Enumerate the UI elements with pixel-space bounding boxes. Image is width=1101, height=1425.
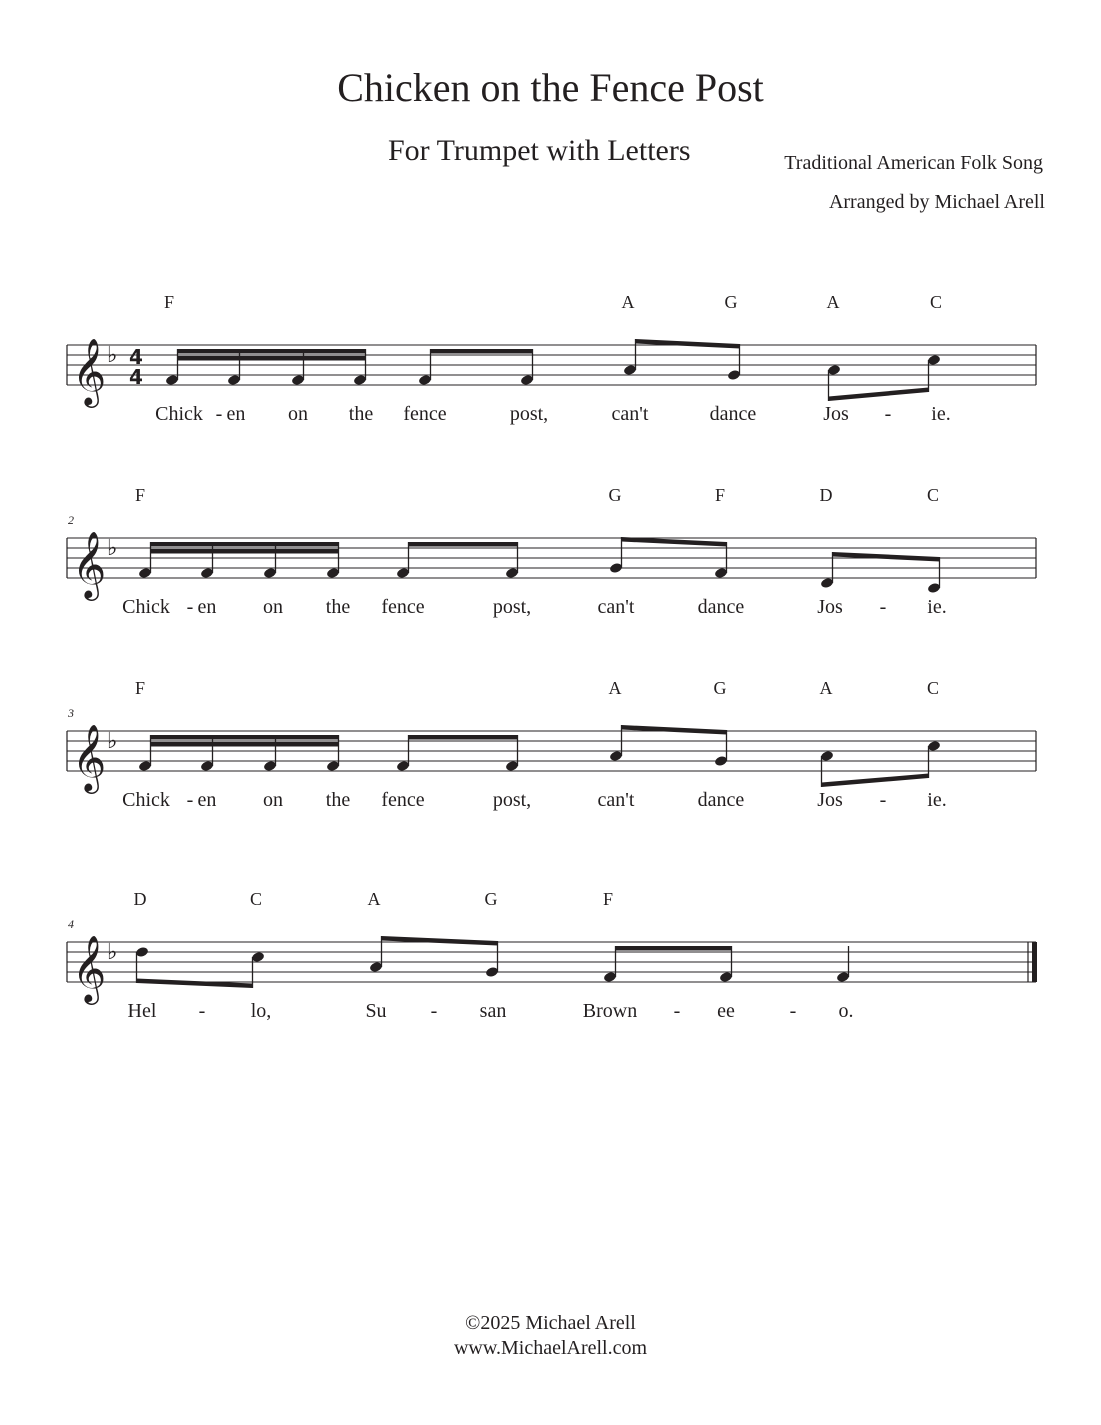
lyric-syllable: Hel	[127, 1000, 157, 1022]
beam	[431, 349, 533, 354]
lyric-syllable: Jos	[823, 403, 849, 425]
treble-clef-icon: 𝄞	[72, 337, 107, 405]
copyright-notice: ©2025 Michael Arell	[465, 1312, 636, 1334]
lyric-hyphen: -	[884, 403, 892, 425]
beam	[833, 552, 940, 562]
lyric-syllable: the	[348, 403, 374, 425]
lyric-syllable: fence	[403, 403, 447, 425]
lyric-syllable: on	[263, 789, 283, 811]
beam	[822, 774, 929, 788]
note-letter: A	[621, 292, 635, 312]
lyric-syllable: on	[263, 596, 283, 618]
lyric-syllable: o.	[838, 1000, 854, 1022]
note-letter: D	[819, 485, 833, 505]
lyric-hyphen: -	[186, 789, 194, 811]
note-letter: F	[163, 292, 175, 312]
lyric-syllable: Chick	[122, 789, 170, 811]
beam	[636, 339, 740, 349]
website-link[interactable]: www.MichaelArell.com	[453, 1337, 648, 1359]
lyric-syllable: fence	[381, 789, 425, 811]
note-letter: G	[713, 678, 727, 698]
lyric-hyphen: -	[430, 1000, 438, 1022]
lyric-syllable: the	[325, 789, 351, 811]
lyric-hyphen: -	[215, 403, 223, 425]
measure-number: 2	[68, 513, 74, 527]
beam	[829, 388, 929, 402]
lyric-syllable: dance	[697, 789, 745, 811]
lyric-syllable: en	[226, 403, 246, 425]
beam	[409, 735, 518, 740]
note-letter: G	[724, 292, 738, 312]
key-signature-flat: ♭	[107, 729, 118, 754]
treble-clef-icon: 𝄞	[72, 530, 107, 598]
lyric-syllable: can't	[597, 596, 635, 618]
lyric-hyphen: -	[789, 1000, 797, 1022]
beam	[178, 349, 366, 354]
lyric-syllable: Chick	[155, 403, 203, 425]
final-barline-thick	[1032, 942, 1037, 982]
note-letter: F	[134, 485, 146, 505]
system-3	[67, 678, 1036, 811]
treble-clef-icon: 𝄞	[72, 723, 107, 791]
lyric-syllable: post,	[492, 596, 532, 618]
lyric-syllable: Jos	[817, 596, 843, 618]
system-4	[67, 889, 1037, 1022]
lyric-syllable: san	[479, 1000, 507, 1022]
beam	[151, 542, 339, 547]
note-letter: G	[608, 485, 622, 505]
lyric-hyphen: -	[186, 596, 194, 618]
note-letter: F	[134, 678, 146, 698]
time-signature-bottom: 4	[129, 365, 143, 389]
lyric-syllable: post,	[492, 789, 532, 811]
lyric-hyphen: -	[879, 596, 887, 618]
note-letter: C	[929, 292, 943, 312]
lyric-syllable: dance	[709, 403, 757, 425]
lyric-syllable: lo,	[250, 1000, 272, 1022]
time-signature-top: 4	[129, 345, 143, 369]
lyric-syllable: ee	[717, 1000, 735, 1022]
page-title: Chicken on the Fence Post	[337, 65, 764, 110]
lyric-hyphen: -	[198, 1000, 206, 1022]
system-1	[67, 292, 1036, 425]
key-signature-flat: ♭	[107, 940, 118, 965]
beam	[622, 725, 727, 735]
measure-number: 3	[68, 706, 74, 720]
lyric-syllable: en	[197, 596, 217, 618]
subtitle: For Trumpet with Letters	[388, 134, 691, 167]
note-letter: C	[249, 889, 263, 909]
lyric-syllable: Brown	[582, 1000, 638, 1022]
lyric-syllable: can't	[597, 789, 635, 811]
lyric-hyphen: -	[673, 1000, 681, 1022]
lyric-syllable: the	[325, 596, 351, 618]
note-letter: F	[602, 889, 614, 909]
beam	[151, 735, 339, 740]
lyric-syllable: ie.	[931, 403, 951, 425]
note-letter: C	[926, 485, 940, 505]
composer-credit: Traditional American Folk Song	[784, 152, 1043, 174]
note-letter: C	[926, 678, 940, 698]
beam	[151, 549, 339, 554]
lyric-syllable: dance	[697, 596, 745, 618]
beam	[616, 946, 732, 951]
note-letter: G	[484, 889, 498, 909]
lyric-hyphen: -	[879, 789, 887, 811]
note-letter: A	[367, 889, 381, 909]
lyric-syllable: post,	[509, 403, 549, 425]
lyric-syllable: Su	[365, 1000, 387, 1022]
note-letter: A	[819, 678, 833, 698]
lyric-syllable: en	[197, 789, 217, 811]
note-letter: F	[714, 485, 726, 505]
key-signature-flat: ♭	[107, 343, 118, 368]
beam	[382, 936, 498, 946]
lyric-syllable: Chick	[122, 596, 170, 618]
arranger-credit: Arranged by Michael Arell	[828, 191, 1045, 213]
treble-clef-icon: 𝄞	[72, 934, 107, 1002]
beam	[137, 979, 253, 989]
lyric-syllable: on	[288, 403, 308, 425]
lyric-syllable: ie.	[927, 789, 947, 811]
note-letter: D	[133, 889, 147, 909]
note-letter: A	[608, 678, 622, 698]
lyric-syllable: fence	[381, 596, 425, 618]
system-2	[67, 485, 1036, 618]
beam	[151, 742, 339, 747]
lyric-syllable: can't	[611, 403, 649, 425]
note-letter: A	[826, 292, 840, 312]
lyric-syllable: Jos	[817, 789, 843, 811]
beam	[178, 356, 366, 361]
lyric-syllable: ie.	[927, 596, 947, 618]
key-signature-flat: ♭	[107, 536, 118, 561]
beam	[409, 542, 518, 547]
measure-number: 4	[68, 917, 74, 931]
